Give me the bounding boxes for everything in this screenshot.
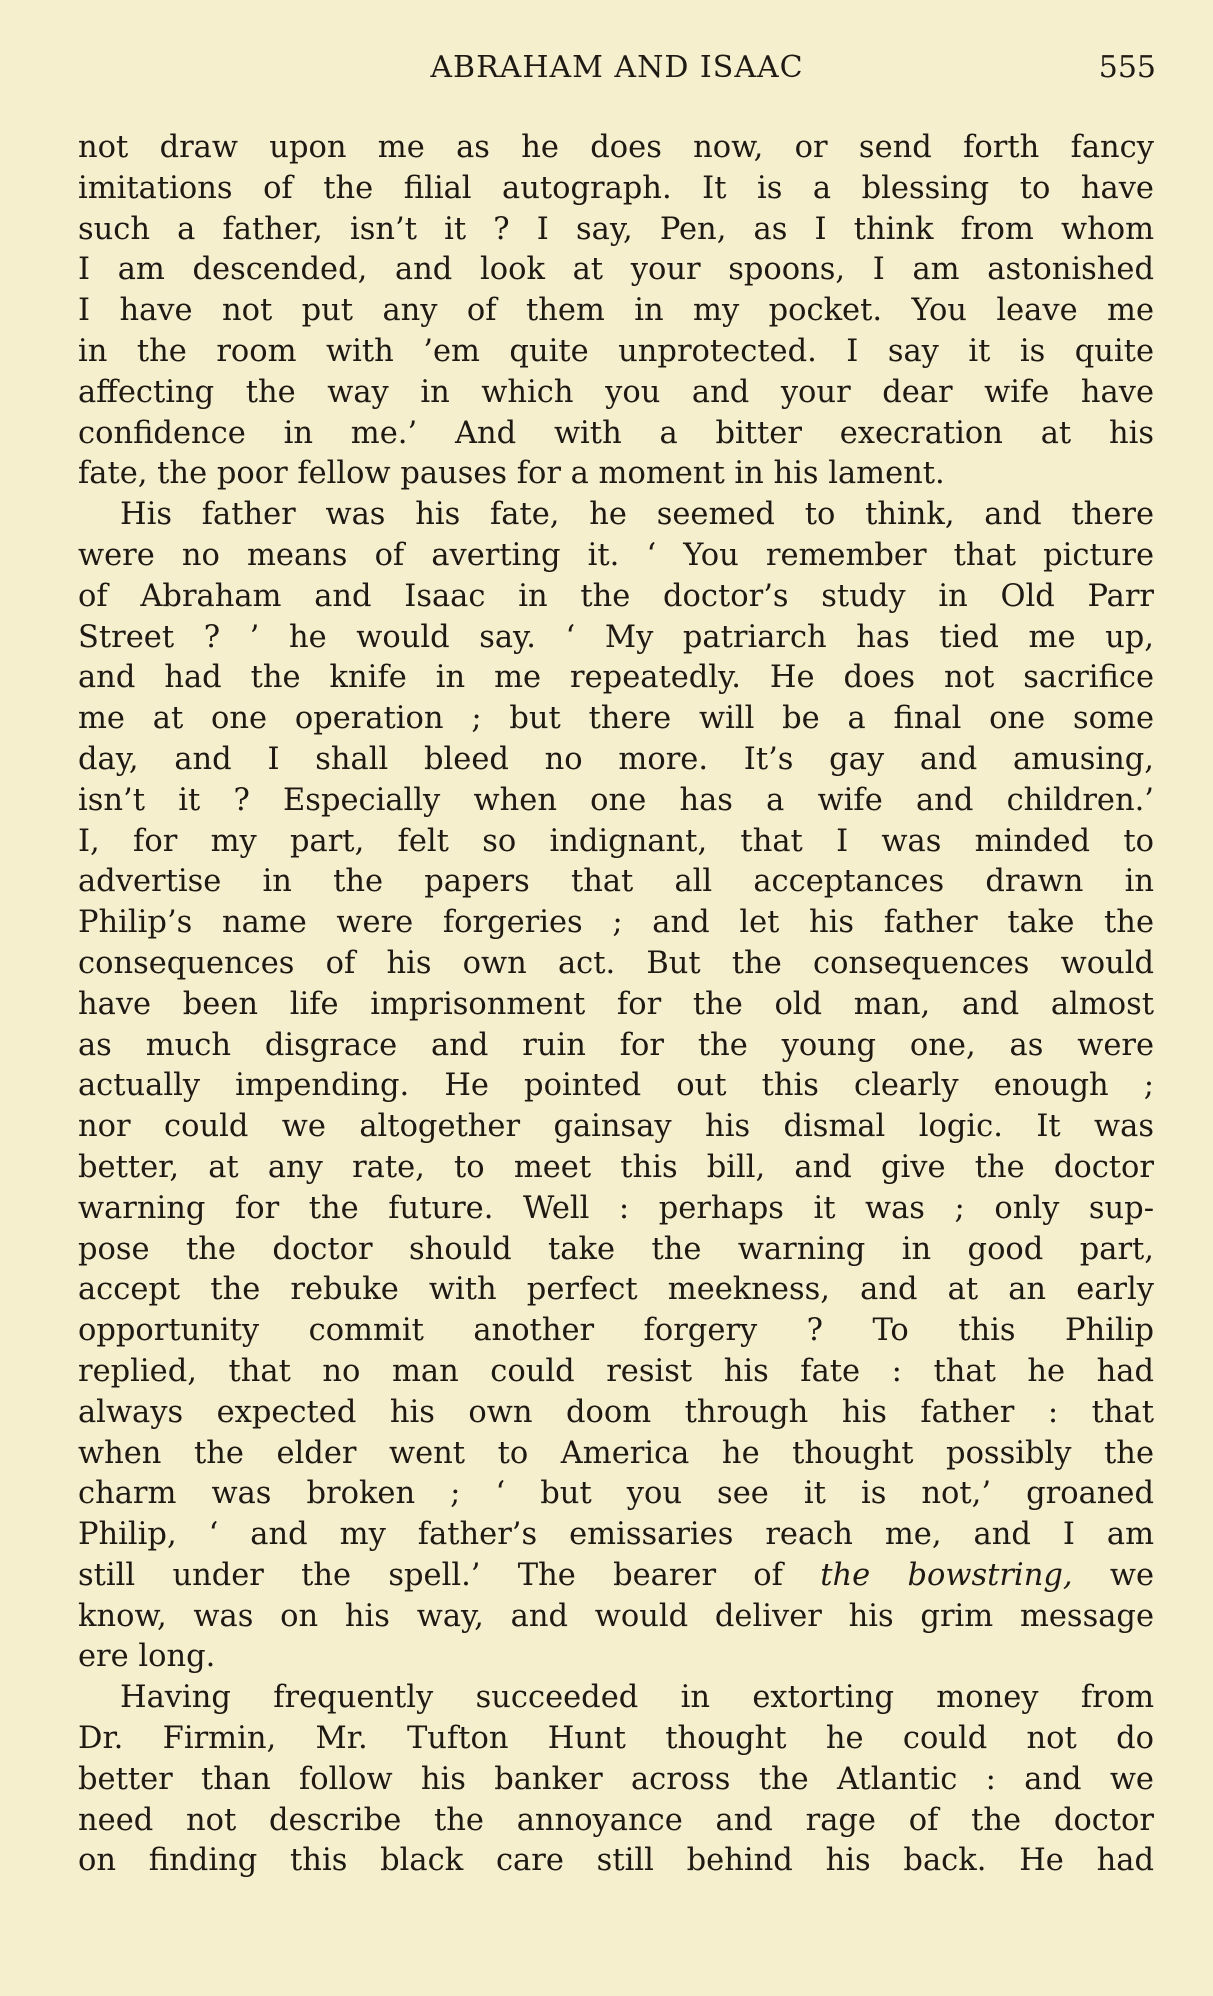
text-line: I have not put any of them in my pocket. You leave me [78, 293, 1154, 329]
text-line: replied, that no man could resist his fate : that he had [78, 1353, 1154, 1389]
text-line: me at one operation ; but there will be a final one some [78, 701, 1154, 737]
italic-phrase: the bowstring, [820, 1557, 1073, 1593]
text-line: advertise in the papers that all acceptances drawn in [78, 864, 1154, 900]
text-line: accept the rebuke with perfect meekness, and at an early [78, 1272, 1154, 1308]
text-line: were no means of averting it. ‘ You remember that picture [78, 537, 1154, 573]
text-line: Philip, ‘ and my father’s emissaries reach me, and I am [78, 1517, 1154, 1553]
text-line: I am descended, and look at your spoons, I am astonished [78, 252, 1154, 288]
text-line: affecting the way in which you and your dear wife have [78, 374, 1154, 410]
text-line-with-italic: still under the spell.’ The bearer of the bowstring, we [78, 1557, 1155, 1593]
page-number: 555 [1098, 50, 1156, 85]
text-line: I, for my part, felt so indignant, that I was minded to [78, 823, 1154, 859]
text-line: in the room with ’em quite unprotected. I say it is quite [78, 333, 1154, 369]
text-line: confidence in me.’ And with a bitter execration at his [78, 415, 1154, 451]
text-line: pose the doctor should take the warning in good part, [78, 1231, 1154, 1267]
text-line: need not describe the annoyance and rage of the doctor [78, 1802, 1154, 1838]
text-line: actually impending. He pointed out this clearly enough ; [78, 1068, 1154, 1104]
text-line: day, and I shall bleed no more. It’s gay and amusing, [78, 741, 1154, 777]
text-line: not draw upon me as he does now, or send forth fancy [78, 130, 1154, 165]
text-line: Dr. Firmin, Mr. Tufton Hunt thought he could not do [78, 1721, 1154, 1757]
text-line: charm was broken ; ‘ but you see it is not,’ groaned [78, 1476, 1154, 1512]
text-line: consequences of his own act. But the consequences would [78, 945, 1154, 981]
text-line: when the elder went to America he thought possibly the [78, 1435, 1154, 1471]
text-line: of Abraham and Isaac in the doctor’s study in Old Parr [78, 578, 1154, 614]
body-text [78, 128, 1154, 1882]
text-line: always expected his own doom through his father : that [78, 1394, 1154, 1430]
text-line: imitations of the filial autograph. It is a blessing to have [78, 170, 1154, 206]
text-line: have been life imprisonment for the old man, and almost [78, 986, 1154, 1022]
text-line: fate, the poor fellow pauses for a moment in his lament. [78, 456, 945, 492]
text-line: Street ? ’ he would say. ‘ My patriarch has tied me up, [78, 619, 1154, 655]
text-line: opportunity commit another forgery ? To this Philip [78, 1313, 1154, 1349]
text-line: and had the knife in me repeatedly. He does not sacrifice [78, 660, 1154, 696]
text-line: as much disgrace and ruin for the young one, as were [78, 1027, 1154, 1063]
running-head [78, 50, 1156, 90]
text-line: better, at any rate, to meet this bill, and give the doctor [78, 1149, 1154, 1185]
text-line: better than follow his banker across the Atlantic : and we [78, 1761, 1154, 1797]
text-line: nor could we altogether gainsay his dismal logic. It was [78, 1109, 1154, 1145]
text-line: such a father, isn’t it ? I say, Pen, as I think from whom [78, 211, 1154, 247]
text-line: ere long. [78, 1639, 216, 1675]
text-line: warning for the future. Well : perhaps it was ; only sup- [78, 1190, 1154, 1226]
text-line: on finding this black care still behind his back. He had [78, 1843, 1154, 1879]
text-line: know, was on his way, and would deliver his grim message [78, 1598, 1154, 1634]
running-title: ABRAHAM AND ISAAC [430, 50, 804, 85]
text-line: Philip’s name were forgeries ; and let his father take the [78, 905, 1154, 941]
text-line: isn’t it ? Especially when one has a wife and children.’ [78, 782, 1154, 818]
paragraph-first-line: His father was his fate, he seemed to think, and there [120, 497, 1154, 533]
paragraph-first-line: Having frequently succeeded in extorting money from [120, 1680, 1154, 1716]
